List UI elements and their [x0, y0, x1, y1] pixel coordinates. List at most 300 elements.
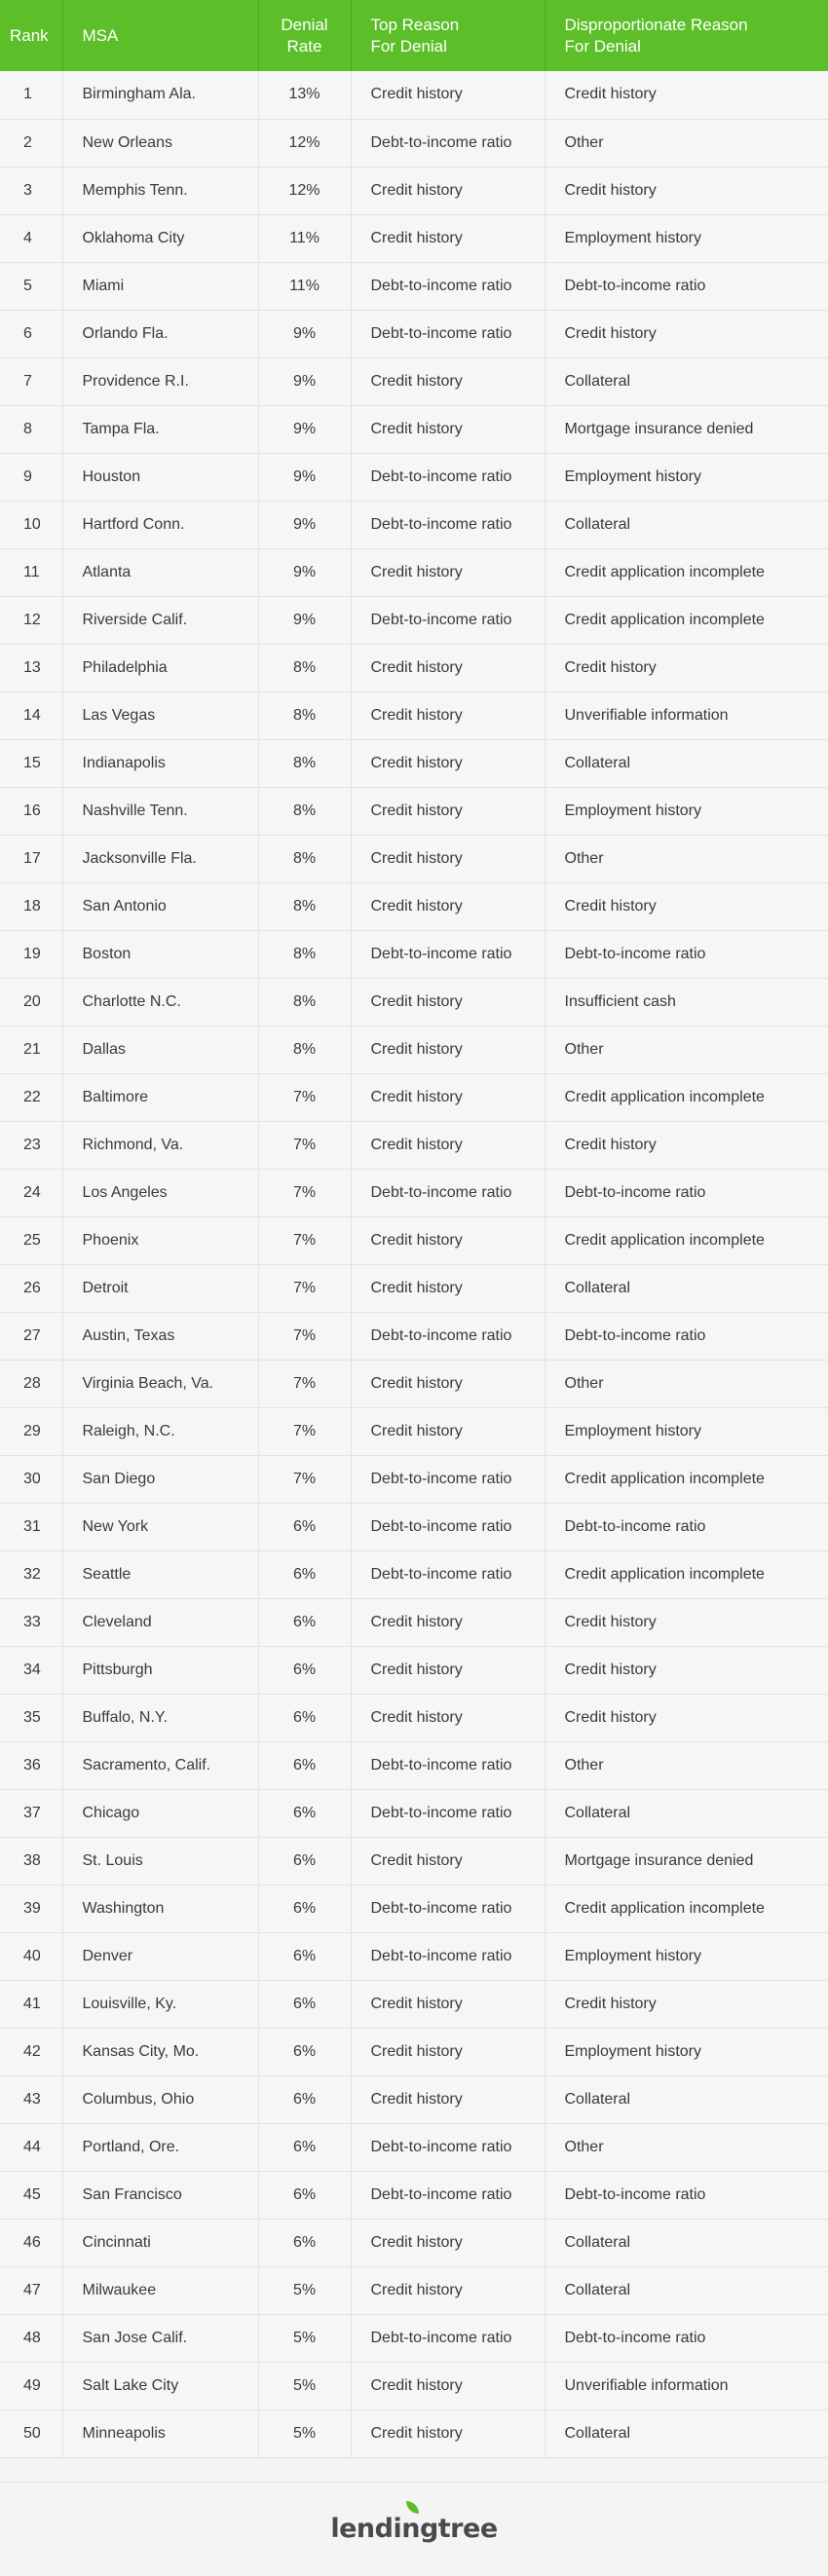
- cell-top-reason: Credit history: [351, 167, 545, 214]
- cell-denial-rate: 12%: [258, 167, 351, 214]
- cell-rank: 48: [0, 2314, 62, 2362]
- cell-disproportionate-reason: Mortgage insurance denied: [545, 1837, 828, 1885]
- cell-denial-rate: 5%: [258, 2314, 351, 2362]
- cell-denial-rate: 6%: [258, 1837, 351, 1885]
- cell-denial-rate: 6%: [258, 1550, 351, 1598]
- cell-disproportionate-reason: Debt-to-income ratio: [545, 1503, 828, 1550]
- cell-msa: Cincinnati: [62, 2219, 258, 2266]
- cell-denial-rate: 9%: [258, 357, 351, 405]
- leaf-icon: [406, 2501, 419, 2514]
- cell-rank: 20: [0, 978, 62, 1026]
- cell-denial-rate: 6%: [258, 1980, 351, 2028]
- cell-disproportionate-reason: Collateral: [545, 501, 828, 548]
- cell-msa: Miami: [62, 262, 258, 310]
- cell-msa: San Francisco: [62, 2171, 258, 2219]
- cell-top-reason: Credit history: [351, 1026, 545, 1073]
- cell-disproportionate-reason: Collateral: [545, 1264, 828, 1312]
- table-row: [0, 2314, 828, 2362]
- cell-top-reason: Credit history: [351, 1121, 545, 1169]
- cell-disproportionate-reason: Unverifiable information: [545, 2362, 828, 2409]
- cell-denial-rate: 8%: [258, 882, 351, 930]
- cell-disproportionate-reason: Credit application incomplete: [545, 1550, 828, 1598]
- cell-denial-rate: 7%: [258, 1407, 351, 1455]
- cell-msa: Portland, Ore.: [62, 2123, 258, 2171]
- cell-denial-rate: 9%: [258, 596, 351, 644]
- cell-msa: Charlotte N.C.: [62, 978, 258, 1026]
- table-row: [0, 2171, 828, 2219]
- cell-top-reason: Debt-to-income ratio: [351, 1503, 545, 1550]
- table-row: [0, 71, 828, 119]
- table-row: [0, 1789, 828, 1837]
- cell-msa: New York: [62, 1503, 258, 1550]
- cell-rank: 35: [0, 1694, 62, 1741]
- table-row: [0, 1026, 828, 1073]
- cell-rank: 21: [0, 1026, 62, 1073]
- table-row: [0, 214, 828, 262]
- cell-msa: Austin, Texas: [62, 1312, 258, 1360]
- table-row: [0, 2362, 828, 2409]
- cell-rank: 50: [0, 2409, 62, 2457]
- cell-disproportionate-reason: Other: [545, 1360, 828, 1407]
- cell-denial-rate: 12%: [258, 119, 351, 167]
- cell-disproportionate-reason: Debt-to-income ratio: [545, 262, 828, 310]
- cell-denial-rate: 6%: [258, 1885, 351, 1932]
- cell-rank: 25: [0, 1216, 62, 1264]
- footer: [0, 2482, 828, 2576]
- cell-denial-rate: 7%: [258, 1264, 351, 1312]
- cell-disproportionate-reason: Credit history: [545, 1980, 828, 2028]
- cell-rank: 27: [0, 1312, 62, 1360]
- cell-denial-rate: 13%: [258, 71, 351, 119]
- cell-disproportionate-reason: Debt-to-income ratio: [545, 1312, 828, 1360]
- cell-denial-rate: 6%: [258, 1741, 351, 1789]
- cell-disproportionate-reason: Credit application incomplete: [545, 1885, 828, 1932]
- cell-disproportionate-reason: Other: [545, 2123, 828, 2171]
- cell-msa: Tampa Fla.: [62, 405, 258, 453]
- cell-msa: Los Angeles: [62, 1169, 258, 1216]
- cell-denial-rate: 7%: [258, 1312, 351, 1360]
- table-row: [0, 167, 828, 214]
- table-row: [0, 596, 828, 644]
- cell-denial-rate: 6%: [258, 1789, 351, 1837]
- cell-rank: 45: [0, 2171, 62, 2219]
- cell-disproportionate-reason: Collateral: [545, 1789, 828, 1837]
- table-header: [0, 0, 828, 71]
- table-row: [0, 1216, 828, 1264]
- table-row: [0, 1885, 828, 1932]
- cell-disproportionate-reason: Insufficient cash: [545, 978, 828, 1026]
- cell-denial-rate: 6%: [258, 2028, 351, 2075]
- cell-top-reason: Credit history: [351, 1980, 545, 2028]
- table-row: [0, 1455, 828, 1503]
- cell-msa: Boston: [62, 930, 258, 978]
- cell-top-reason: Credit history: [351, 548, 545, 596]
- cell-msa: Louisville, Ky.: [62, 1980, 258, 2028]
- cell-top-reason: Debt-to-income ratio: [351, 501, 545, 548]
- cell-top-reason: Credit history: [351, 978, 545, 1026]
- table-row: [0, 930, 828, 978]
- cell-msa: Raleigh, N.C.: [62, 1407, 258, 1455]
- cell-disproportionate-reason: Debt-to-income ratio: [545, 1169, 828, 1216]
- cell-msa: Hartford Conn.: [62, 501, 258, 548]
- cell-disproportionate-reason: Other: [545, 835, 828, 882]
- cell-top-reason: Credit history: [351, 357, 545, 405]
- table-row: [0, 548, 828, 596]
- cell-msa: St. Louis: [62, 1837, 258, 1885]
- cell-denial-rate: 9%: [258, 453, 351, 501]
- cell-msa: San Jose Calif.: [62, 2314, 258, 2362]
- header-msa: MSA: [62, 0, 258, 71]
- cell-msa: Las Vegas: [62, 691, 258, 739]
- cell-disproportionate-reason: Employment history: [545, 214, 828, 262]
- cell-top-reason: Credit history: [351, 1407, 545, 1455]
- cell-denial-rate: 7%: [258, 1121, 351, 1169]
- cell-rank: 18: [0, 882, 62, 930]
- cell-disproportionate-reason: Other: [545, 1026, 828, 1073]
- cell-msa: Washington: [62, 1885, 258, 1932]
- cell-rank: 12: [0, 596, 62, 644]
- cell-msa: Phoenix: [62, 1216, 258, 1264]
- cell-denial-rate: 7%: [258, 1216, 351, 1264]
- cell-msa: San Antonio: [62, 882, 258, 930]
- cell-disproportionate-reason: Collateral: [545, 2409, 828, 2457]
- cell-denial-rate: 6%: [258, 2219, 351, 2266]
- lendingtree-logo: [330, 2514, 497, 2544]
- table-row: [0, 1694, 828, 1741]
- table-row: [0, 1121, 828, 1169]
- cell-denial-rate: 7%: [258, 1073, 351, 1121]
- cell-denial-rate: 6%: [258, 2171, 351, 2219]
- table-row: [0, 2409, 828, 2457]
- cell-disproportionate-reason: Employment history: [545, 1407, 828, 1455]
- cell-rank: 46: [0, 2219, 62, 2266]
- table-row: [0, 739, 828, 787]
- cell-rank: 29: [0, 1407, 62, 1455]
- cell-msa: Columbus, Ohio: [62, 2075, 258, 2123]
- table-row: [0, 644, 828, 691]
- cell-disproportionate-reason: Credit history: [545, 1646, 828, 1694]
- cell-rank: 42: [0, 2028, 62, 2075]
- table-row: [0, 835, 828, 882]
- cell-disproportionate-reason: Credit history: [545, 71, 828, 119]
- cell-top-reason: Debt-to-income ratio: [351, 262, 545, 310]
- table-row: [0, 1837, 828, 1885]
- cell-disproportionate-reason: Credit application incomplete: [545, 596, 828, 644]
- cell-top-reason: Debt-to-income ratio: [351, 596, 545, 644]
- cell-rank: 40: [0, 1932, 62, 1980]
- cell-disproportionate-reason: Debt-to-income ratio: [545, 930, 828, 978]
- cell-rank: 37: [0, 1789, 62, 1837]
- cell-msa: Orlando Fla.: [62, 310, 258, 357]
- cell-rank: 30: [0, 1455, 62, 1503]
- cell-denial-rate: 8%: [258, 1026, 351, 1073]
- cell-top-reason: Credit history: [351, 1598, 545, 1646]
- cell-msa: Oklahoma City: [62, 214, 258, 262]
- table-row: [0, 1360, 828, 1407]
- table-row: [0, 2219, 828, 2266]
- cell-top-reason: Credit history: [351, 1646, 545, 1694]
- cell-rank: 36: [0, 1741, 62, 1789]
- table-row: [0, 1932, 828, 1980]
- cell-msa: Seattle: [62, 1550, 258, 1598]
- cell-top-reason: Debt-to-income ratio: [351, 1312, 545, 1360]
- table-row: [0, 357, 828, 405]
- table-row: [0, 1503, 828, 1550]
- table-row: [0, 2123, 828, 2171]
- cell-top-reason: Debt-to-income ratio: [351, 930, 545, 978]
- cell-rank: 4: [0, 214, 62, 262]
- cell-denial-rate: 7%: [258, 1455, 351, 1503]
- cell-msa: Denver: [62, 1932, 258, 1980]
- cell-disproportionate-reason: Other: [545, 119, 828, 167]
- cell-denial-rate: 9%: [258, 405, 351, 453]
- table-row: [0, 2028, 828, 2075]
- cell-disproportionate-reason: Collateral: [545, 2075, 828, 2123]
- cell-rank: 7: [0, 357, 62, 405]
- cell-rank: 33: [0, 1598, 62, 1646]
- cell-denial-rate: 8%: [258, 644, 351, 691]
- cell-msa: Minneapolis: [62, 2409, 258, 2457]
- cell-disproportionate-reason: Credit application incomplete: [545, 548, 828, 596]
- cell-disproportionate-reason: Debt-to-income ratio: [545, 2171, 828, 2219]
- cell-denial-rate: 6%: [258, 2123, 351, 2171]
- cell-denial-rate: 6%: [258, 1694, 351, 1741]
- cell-msa: Memphis Tenn.: [62, 167, 258, 214]
- cell-rank: 14: [0, 691, 62, 739]
- table-row: [0, 1980, 828, 2028]
- cell-top-reason: Credit history: [351, 1216, 545, 1264]
- cell-rank: 32: [0, 1550, 62, 1598]
- cell-msa: Milwaukee: [62, 2266, 258, 2314]
- cell-msa: Jacksonville Fla.: [62, 835, 258, 882]
- cell-top-reason: Credit history: [351, 1837, 545, 1885]
- cell-disproportionate-reason: Employment history: [545, 453, 828, 501]
- cell-top-reason: Credit history: [351, 739, 545, 787]
- cell-top-reason: Debt-to-income ratio: [351, 1550, 545, 1598]
- table-row: [0, 1073, 828, 1121]
- cell-denial-rate: 9%: [258, 501, 351, 548]
- cell-top-reason: Debt-to-income ratio: [351, 2314, 545, 2362]
- cell-disproportionate-reason: Other: [545, 1741, 828, 1789]
- cell-msa: Cleveland: [62, 1598, 258, 1646]
- cell-rank: 43: [0, 2075, 62, 2123]
- cell-top-reason: Debt-to-income ratio: [351, 310, 545, 357]
- cell-msa: Philadelphia: [62, 644, 258, 691]
- cell-top-reason: Credit history: [351, 1073, 545, 1121]
- cell-msa: Chicago: [62, 1789, 258, 1837]
- cell-top-reason: Credit history: [351, 1264, 545, 1312]
- cell-msa: Richmond, Va.: [62, 1121, 258, 1169]
- cell-msa: Sacramento, Calif.: [62, 1741, 258, 1789]
- cell-msa: Salt Lake City: [62, 2362, 258, 2409]
- cell-msa: Dallas: [62, 1026, 258, 1073]
- cell-denial-rate: 9%: [258, 310, 351, 357]
- table-row: [0, 882, 828, 930]
- cell-disproportionate-reason: Mortgage insurance denied: [545, 405, 828, 453]
- cell-top-reason: Credit history: [351, 214, 545, 262]
- cell-disproportionate-reason: Credit history: [545, 1694, 828, 1741]
- cell-rank: 17: [0, 835, 62, 882]
- cell-denial-rate: 5%: [258, 2266, 351, 2314]
- cell-disproportionate-reason: Collateral: [545, 2219, 828, 2266]
- cell-rank: 47: [0, 2266, 62, 2314]
- cell-denial-rate: 6%: [258, 1503, 351, 1550]
- table-row: [0, 691, 828, 739]
- cell-rank: 16: [0, 787, 62, 835]
- cell-msa: Houston: [62, 453, 258, 501]
- cell-rank: 2: [0, 119, 62, 167]
- cell-rank: 31: [0, 1503, 62, 1550]
- cell-rank: 8: [0, 405, 62, 453]
- cell-rank: 44: [0, 2123, 62, 2171]
- cell-top-reason: Debt-to-income ratio: [351, 2123, 545, 2171]
- cell-msa: Virginia Beach, Va.: [62, 1360, 258, 1407]
- cell-denial-rate: 8%: [258, 739, 351, 787]
- cell-disproportionate-reason: Credit application incomplete: [545, 1216, 828, 1264]
- cell-denial-rate: 8%: [258, 930, 351, 978]
- cell-top-reason: Debt-to-income ratio: [351, 1169, 545, 1216]
- cell-top-reason: Credit history: [351, 1360, 545, 1407]
- cell-top-reason: Debt-to-income ratio: [351, 2171, 545, 2219]
- table-row: [0, 1550, 828, 1598]
- cell-disproportionate-reason: Unverifiable information: [545, 691, 828, 739]
- cell-top-reason: Credit history: [351, 1694, 545, 1741]
- cell-rank: 9: [0, 453, 62, 501]
- cell-msa: Riverside Calif.: [62, 596, 258, 644]
- cell-top-reason: Credit history: [351, 2409, 545, 2457]
- cell-msa: Detroit: [62, 1264, 258, 1312]
- cell-rank: 34: [0, 1646, 62, 1694]
- cell-top-reason: Credit history: [351, 2028, 545, 2075]
- cell-denial-rate: 6%: [258, 2075, 351, 2123]
- cell-rank: 19: [0, 930, 62, 978]
- table-row: [0, 1646, 828, 1694]
- cell-denial-rate: 6%: [258, 1598, 351, 1646]
- cell-disproportionate-reason: Credit history: [545, 1598, 828, 1646]
- table-row: [0, 405, 828, 453]
- cell-msa: Buffalo, N.Y.: [62, 1694, 258, 1741]
- cell-denial-rate: 5%: [258, 2362, 351, 2409]
- cell-rank: 26: [0, 1264, 62, 1312]
- cell-rank: 41: [0, 1980, 62, 2028]
- header-row: [0, 0, 828, 71]
- table-row: [0, 1264, 828, 1312]
- cell-denial-rate: 8%: [258, 691, 351, 739]
- cell-msa: Indianapolis: [62, 739, 258, 787]
- cell-disproportionate-reason: Credit application incomplete: [545, 1455, 828, 1503]
- table-row: [0, 1407, 828, 1455]
- cell-rank: 23: [0, 1121, 62, 1169]
- cell-rank: 28: [0, 1360, 62, 1407]
- cell-msa: Birmingham Ala.: [62, 71, 258, 119]
- cell-denial-rate: 6%: [258, 1646, 351, 1694]
- table-row: [0, 453, 828, 501]
- cell-denial-rate: 6%: [258, 1932, 351, 1980]
- cell-rank: 24: [0, 1169, 62, 1216]
- cell-rank: 38: [0, 1837, 62, 1885]
- table-row: [0, 1741, 828, 1789]
- cell-top-reason: Credit history: [351, 2219, 545, 2266]
- cell-disproportionate-reason: Collateral: [545, 2266, 828, 2314]
- cell-denial-rate: 9%: [258, 548, 351, 596]
- cell-disproportionate-reason: Credit application incomplete: [545, 1073, 828, 1121]
- cell-denial-rate: 7%: [258, 1360, 351, 1407]
- table-row: [0, 119, 828, 167]
- header-disproportionate-reason: Disproportionate Reason For Denial: [564, 15, 748, 56]
- cell-top-reason: Credit history: [351, 2362, 545, 2409]
- table-row: [0, 978, 828, 1026]
- cell-top-reason: Debt-to-income ratio: [351, 453, 545, 501]
- cell-disproportionate-reason: Debt-to-income ratio: [545, 2314, 828, 2362]
- table-row: [0, 1598, 828, 1646]
- header-top-reason: Top Reason For Denial: [351, 0, 545, 71]
- table-row: [0, 501, 828, 548]
- cell-disproportionate-reason: Credit history: [545, 644, 828, 691]
- logo-text: lendingtree: [330, 2514, 498, 2544]
- cell-denial-rate: 8%: [258, 978, 351, 1026]
- table-body: [0, 71, 828, 2457]
- cell-rank: 13: [0, 644, 62, 691]
- cell-top-reason: Debt-to-income ratio: [351, 1741, 545, 1789]
- cell-disproportionate-reason: Credit history: [545, 310, 828, 357]
- cell-rank: 3: [0, 167, 62, 214]
- cell-top-reason: Credit history: [351, 405, 545, 453]
- cell-disproportionate-reason: Employment history: [545, 787, 828, 835]
- table-row: [0, 2266, 828, 2314]
- cell-disproportionate-reason: Collateral: [545, 739, 828, 787]
- cell-top-reason: Credit history: [351, 71, 545, 119]
- cell-msa: Kansas City, Mo.: [62, 2028, 258, 2075]
- cell-rank: 5: [0, 262, 62, 310]
- cell-top-reason: Debt-to-income ratio: [351, 1455, 545, 1503]
- cell-denial-rate: 7%: [258, 1169, 351, 1216]
- cell-top-reason: Credit history: [351, 835, 545, 882]
- cell-msa: Atlanta: [62, 548, 258, 596]
- cell-denial-rate: 5%: [258, 2409, 351, 2457]
- cell-rank: 1: [0, 71, 62, 119]
- table-row: [0, 1312, 828, 1360]
- cell-denial-rate: 8%: [258, 835, 351, 882]
- cell-top-reason: Credit history: [351, 2266, 545, 2314]
- cell-denial-rate: 11%: [258, 262, 351, 310]
- cell-rank: 15: [0, 739, 62, 787]
- cell-rank: 39: [0, 1885, 62, 1932]
- cell-top-reason: Debt-to-income ratio: [351, 119, 545, 167]
- cell-top-reason: Credit history: [351, 787, 545, 835]
- table-row: [0, 787, 828, 835]
- cell-rank: 49: [0, 2362, 62, 2409]
- cell-denial-rate: 11%: [258, 214, 351, 262]
- table-row: [0, 310, 828, 357]
- cell-top-reason: Debt-to-income ratio: [351, 1789, 545, 1837]
- cell-rank: 22: [0, 1073, 62, 1121]
- cell-disproportionate-reason: Credit history: [545, 167, 828, 214]
- cell-top-reason: Debt-to-income ratio: [351, 1932, 545, 1980]
- cell-msa: New Orleans: [62, 119, 258, 167]
- cell-msa: Nashville Tenn.: [62, 787, 258, 835]
- cell-top-reason: Credit history: [351, 691, 545, 739]
- cell-msa: Pittsburgh: [62, 1646, 258, 1694]
- table-row: [0, 2075, 828, 2123]
- cell-top-reason: Credit history: [351, 644, 545, 691]
- header-denial-rate: Denial Rate: [258, 0, 351, 71]
- cell-disproportionate-reason: Credit history: [545, 1121, 828, 1169]
- cell-disproportionate-reason: Employment history: [545, 1932, 828, 1980]
- cell-msa: San Diego: [62, 1455, 258, 1503]
- header-rank: Rank: [0, 0, 62, 71]
- cell-denial-rate: 8%: [258, 787, 351, 835]
- cell-msa: Providence R.I.: [62, 357, 258, 405]
